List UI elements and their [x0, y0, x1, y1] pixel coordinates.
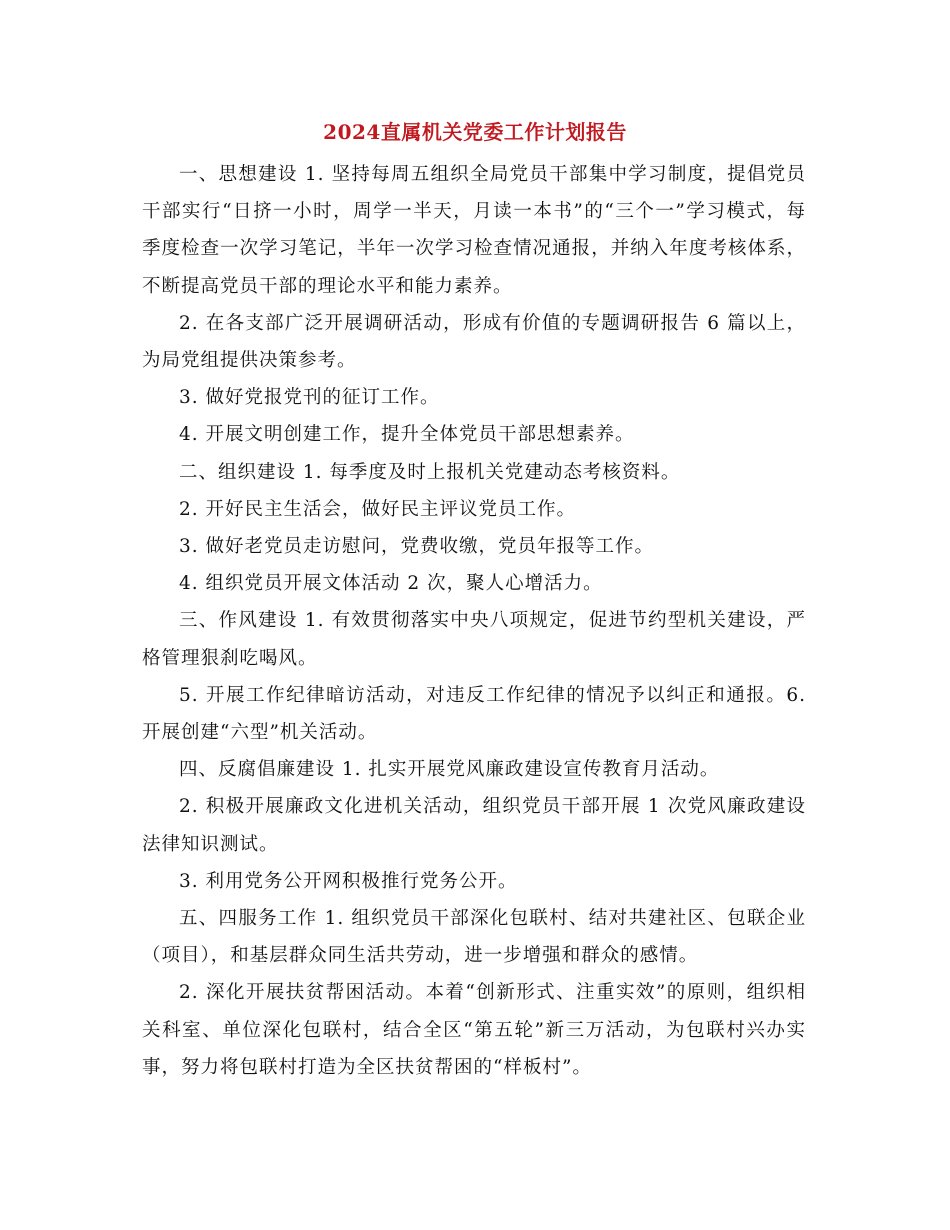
paragraph: 2. 在各支部广泛开展调研活动，形成有价值的专题调研报告 6 篇以上，为局党组提供决策参考。 [142, 312, 806, 372]
paragraph: 5. 开展工作纪律暗访活动，对违反工作纪律的情况予以纠正和通报。6. 开展创建“六型”机关活动。 [142, 684, 806, 744]
paragraph: 2. 深化开展扶贫帮困活动。本着“创新形式、注重实效”的原则，组织相关科室、单位深化包联村，结合全区“第五轮”新三万活动，为包联村兴办实事，努力将包联村打造为全区扶贫帮困的“样板村”。 [142, 982, 806, 1078]
paragraph: 4. 开展文明创建工作，提升全体党员干部思想素养。 [179, 424, 635, 446]
paragraph: 3. 做好党报党刊的征订工作。 [179, 387, 440, 409]
paragraph: 二、组织建设 1. 每季度及时上报机关党建动态考核资料。 [179, 461, 681, 483]
paragraph: 4. 组织党员开展文体活动 2 次，聚人心增活力。 [179, 573, 603, 595]
paragraph: 3. 做好老党员走访慰问，党费收缴，党员年报等工作。 [179, 536, 655, 558]
paragraph: 三、作风建设 1. 有效贯彻落实中央八项规定，促进节约型机关建设，严格管理狠刹吃喝风。 [142, 610, 806, 669]
paragraph: 3. 利用党务公开网积极推行党务公开。 [179, 870, 518, 892]
document-body [142, 156, 806, 1086]
document-title: 2024直属机关党委工作计划报告 [323, 120, 627, 144]
paragraph: 一、思想建设 1. 坚持每周五组织全局党员干部集中学习制度，提倡党员干部实行“日挤一小时，周学一半天，月读一本书”的“三个一”学习模式，每季度检查一次学习笔记，半年一次学习检查情况通报，并纳入年度考核体系，不断提高党员干部的理论水平和能力素养。 [142, 164, 806, 297]
paragraph: 2. 积极开展廉政文化进机关活动，组织党员干部开展 1 次党风廉政建设法律知识测试。 [142, 796, 806, 855]
paragraph: 四、反腐倡廉建设 1. 扎实开展党风廉政建设宣传教育月活动。 [179, 759, 720, 781]
paragraph: 2. 开好民主生活会，做好民主评议党员工作。 [179, 498, 577, 520]
paragraph: 五、四服务工作 1. 组织党员干部深化包联村、结对共建社区、包联企业（项目），和基层群众同生活共劳动，进一步增强和群众的感情。 [142, 908, 806, 967]
